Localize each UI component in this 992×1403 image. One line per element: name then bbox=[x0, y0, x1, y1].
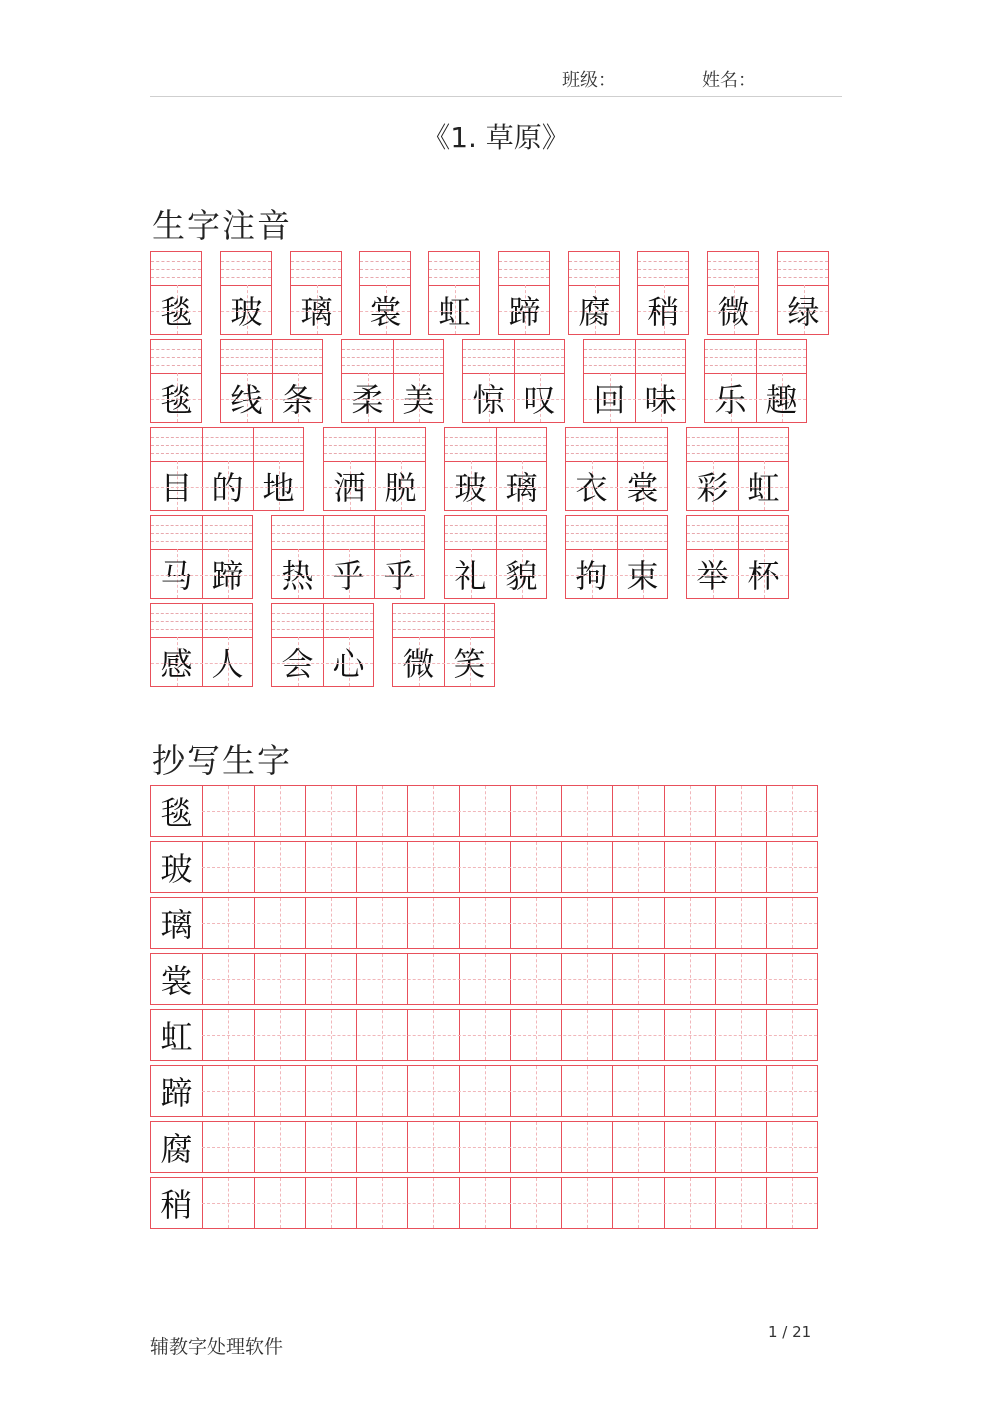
page-header bbox=[150, 64, 842, 97]
pinyin-grid-word bbox=[777, 251, 829, 335]
pinyin-grid-word bbox=[637, 251, 689, 335]
pinyin-lines bbox=[569, 252, 619, 286]
pinyin-lines bbox=[429, 252, 479, 286]
hanzi-character: 束 bbox=[626, 556, 659, 595]
hanzi-character: 貌 bbox=[505, 556, 538, 595]
pinyin-grid-word bbox=[150, 603, 253, 687]
pinyin-lines bbox=[291, 252, 341, 286]
hanzi-character: 趣 bbox=[765, 380, 798, 419]
pinyin-grid-word bbox=[583, 339, 686, 423]
pinyin-lines bbox=[778, 252, 828, 286]
pinyin-grid-word bbox=[707, 251, 759, 335]
copy-practice-row bbox=[150, 897, 818, 949]
hanzi-character: 会 bbox=[281, 644, 314, 683]
hanzi-character: 乎 bbox=[383, 556, 416, 595]
pinyin-grid-word bbox=[359, 251, 411, 335]
pinyin-grid-word bbox=[686, 427, 789, 511]
hanzi-character: 礼 bbox=[454, 556, 487, 595]
hanzi-character: 微 bbox=[402, 644, 435, 683]
hanzi-character: 叹 bbox=[523, 380, 556, 419]
name-label: 姓名： bbox=[702, 70, 756, 91]
model-character: 璃 bbox=[160, 906, 193, 944]
hanzi-character: 线 bbox=[230, 380, 263, 419]
model-character: 蹄 bbox=[160, 1074, 193, 1112]
copy-practice-row bbox=[150, 1121, 818, 1173]
pinyin-grid-word bbox=[498, 251, 550, 335]
pinyin-grid-word bbox=[290, 251, 342, 335]
hanzi-character: 热 bbox=[281, 556, 314, 595]
class-label: 班级： bbox=[562, 70, 616, 91]
copy-practice-row bbox=[150, 953, 818, 1005]
hanzi-character: 味 bbox=[644, 380, 677, 419]
pinyin-grid-word bbox=[444, 515, 547, 599]
model-character: 稍 bbox=[160, 1186, 193, 1224]
pinyin-grid-word bbox=[150, 251, 202, 335]
model-character: 玻 bbox=[160, 850, 193, 888]
pinyin-lines bbox=[499, 252, 549, 286]
pinyin-lines bbox=[221, 252, 271, 286]
hanzi-character: 稍 bbox=[647, 292, 680, 331]
hanzi-character: 人 bbox=[211, 644, 244, 683]
hanzi-character: 目 bbox=[160, 468, 193, 507]
pinyin-lines bbox=[151, 252, 201, 286]
copy-practice-row bbox=[150, 785, 818, 837]
hanzi-character: 绿 bbox=[787, 292, 820, 331]
hanzi-character: 璃 bbox=[505, 468, 538, 507]
pinyin-lines bbox=[360, 252, 410, 286]
hanzi-character: 腐 bbox=[578, 292, 611, 331]
hanzi-character: 虹 bbox=[747, 468, 780, 507]
pinyin-grid-word bbox=[686, 515, 789, 599]
page-title: 《1. 草原》 bbox=[422, 121, 570, 154]
pinyin-grid-word bbox=[704, 339, 807, 423]
hanzi-character: 彩 bbox=[696, 468, 729, 507]
hanzi-character: 毯 bbox=[160, 292, 193, 331]
pinyin-grid-word bbox=[323, 427, 426, 511]
copy-practice-row bbox=[150, 841, 818, 893]
hanzi-character: 虹 bbox=[438, 292, 471, 331]
pinyin-grid-word bbox=[568, 251, 620, 335]
pinyin-grid-word bbox=[565, 515, 668, 599]
pinyin-grid-word bbox=[271, 603, 374, 687]
pinyin-grid-word bbox=[428, 251, 480, 335]
pinyin-grid-word bbox=[150, 339, 202, 423]
hanzi-character: 乐 bbox=[714, 380, 747, 419]
hanzi-character: 洒 bbox=[333, 468, 366, 507]
hanzi-character: 杯 bbox=[747, 556, 780, 595]
footer-software: 辅教字处理软件 bbox=[150, 1336, 284, 1358]
pinyin-grid-word bbox=[392, 603, 495, 687]
pinyin-grid-word bbox=[462, 339, 565, 423]
hanzi-character: 玻 bbox=[230, 292, 263, 331]
hanzi-character: 裳 bbox=[369, 292, 402, 331]
phonetic-section-title: 生字注音 bbox=[152, 206, 292, 245]
hanzi-character: 的 bbox=[211, 468, 244, 507]
hanzi-character: 回 bbox=[593, 380, 626, 419]
hanzi-character: 脱 bbox=[384, 468, 417, 507]
model-character: 裳 bbox=[160, 962, 193, 1000]
pinyin-grid-word bbox=[341, 339, 444, 423]
hanzi-character: 举 bbox=[696, 556, 729, 595]
model-character: 毯 bbox=[160, 794, 193, 832]
hanzi-character: 地 bbox=[262, 468, 295, 507]
pinyin-lines bbox=[708, 252, 758, 286]
model-character: 虹 bbox=[160, 1018, 193, 1056]
pinyin-grid-word bbox=[220, 251, 272, 335]
pinyin-lines bbox=[638, 252, 688, 286]
hanzi-character: 玻 bbox=[454, 468, 487, 507]
pinyin-grid-word bbox=[444, 427, 547, 511]
hanzi-character: 乎 bbox=[332, 556, 365, 595]
copy-practice-row bbox=[150, 1065, 818, 1117]
hanzi-character: 拘 bbox=[575, 556, 608, 595]
pinyin-grid-word bbox=[150, 427, 304, 511]
hanzi-character: 裳 bbox=[626, 468, 659, 507]
hanzi-character: 微 bbox=[717, 292, 750, 331]
hanzi-character: 心 bbox=[332, 644, 365, 683]
pinyin-grid-word bbox=[150, 515, 253, 599]
copy-practice-row bbox=[150, 1009, 818, 1061]
copy-practice-row bbox=[150, 1177, 818, 1229]
pinyin-lines bbox=[151, 428, 303, 462]
hanzi-character: 马 bbox=[160, 556, 193, 595]
hanzi-character: 璃 bbox=[300, 292, 333, 331]
page-indicator: 1 / 21 bbox=[768, 1323, 812, 1341]
hanzi-character: 惊 bbox=[472, 380, 505, 419]
hanzi-character: 柔 bbox=[351, 380, 384, 419]
model-character: 腐 bbox=[160, 1130, 193, 1168]
pinyin-lines bbox=[151, 340, 201, 374]
pinyin-grid-word bbox=[271, 515, 425, 599]
hanzi-character: 衣 bbox=[575, 468, 608, 507]
hanzi-character: 条 bbox=[281, 380, 314, 419]
pinyin-grid-word bbox=[220, 339, 323, 423]
hanzi-character: 笑 bbox=[453, 644, 486, 683]
hanzi-character: 蹄 bbox=[211, 556, 244, 595]
hanzi-character: 蹄 bbox=[508, 292, 541, 331]
pinyin-lines bbox=[272, 516, 424, 550]
hanzi-character: 毯 bbox=[160, 380, 193, 419]
hanzi-character: 感 bbox=[160, 644, 193, 683]
copy-section-title: 抄写生字 bbox=[152, 741, 292, 780]
pinyin-grid-word bbox=[565, 427, 668, 511]
hanzi-character: 美 bbox=[402, 380, 435, 419]
